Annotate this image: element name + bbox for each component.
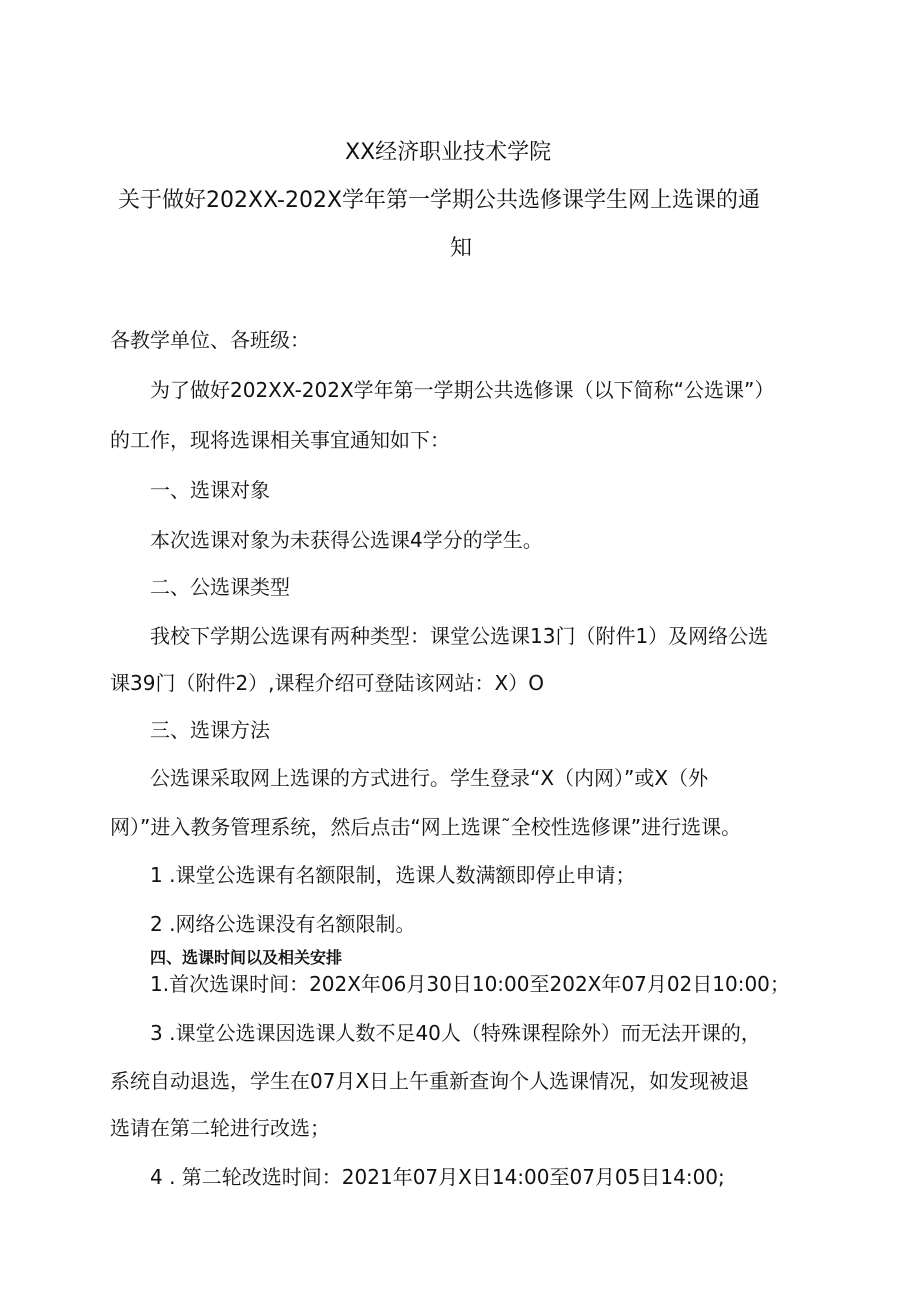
section-2-line-2: 课39门（附件2）,课程介绍可登陆该网站：X）O <box>110 671 544 695</box>
title-line-1: XX经济职业技术学院 <box>345 140 552 165</box>
title-line-2: 关于做好202XX-202X学年第一学期公共选修课学生网上选课的通 <box>118 188 761 213</box>
section-4-heading: 四、选课时间以及相关安排 <box>150 948 343 967</box>
section-3-line-2: 网）”进入教务管理系统，然后点击“网上选课˜全校性选修课”进行选课。 <box>110 815 742 839</box>
section-3-heading: 三、选课方法 <box>150 718 270 742</box>
section-4-item-3-line-2: 系统自动退选，学生在07月X日上午重新查询个人选课情况，如发现被退 <box>110 1069 750 1093</box>
section-1-heading: 一、选课对象 <box>150 478 270 502</box>
section-4-item-4: 4 . 第二轮改选时间：2021年07月X日14:00至07月05日14:00; <box>150 1165 725 1189</box>
intro-line-2: 的工作，现将选课相关事宜通知如下： <box>110 428 450 452</box>
salutation: 各教学单位、各班级： <box>110 328 310 352</box>
section-4-item-1: 1.首次选课时间：202X年06月30日10:00至202X年07月02日10:00； <box>150 972 790 996</box>
section-2-line-1: 我校下学期公选课有两种类型：课堂公选课13门（附件1）及网络公选 <box>150 624 769 648</box>
section-4-item-3-line-3: 选请在第二轮进行改选； <box>110 1116 330 1140</box>
section-3-line-1: 公选课采取网上选课的方式进行。学生登录“X（内网）”或X（外 <box>150 766 709 790</box>
section-3-item-1: 1 .课堂公选课有名额限制，选课人数满额即停止申请； <box>150 863 636 887</box>
title-line-3: 知 <box>450 236 473 261</box>
section-1-text: 本次选课对象为未获得公选课4学分的学生。 <box>150 528 543 552</box>
intro-line-1: 为了做好202XX-202X学年第一学期公共选修课（以下简称“公选课”） <box>150 378 775 402</box>
section-3-item-2: 2 .网络公选课没有名额限制。 <box>150 912 416 936</box>
section-2-heading: 二、公选课类型 <box>150 575 290 599</box>
section-4-item-3-line-1: 3 .课堂公选课因选课人数不足40人（特殊课程除外）而无法开课的， <box>150 1021 761 1045</box>
